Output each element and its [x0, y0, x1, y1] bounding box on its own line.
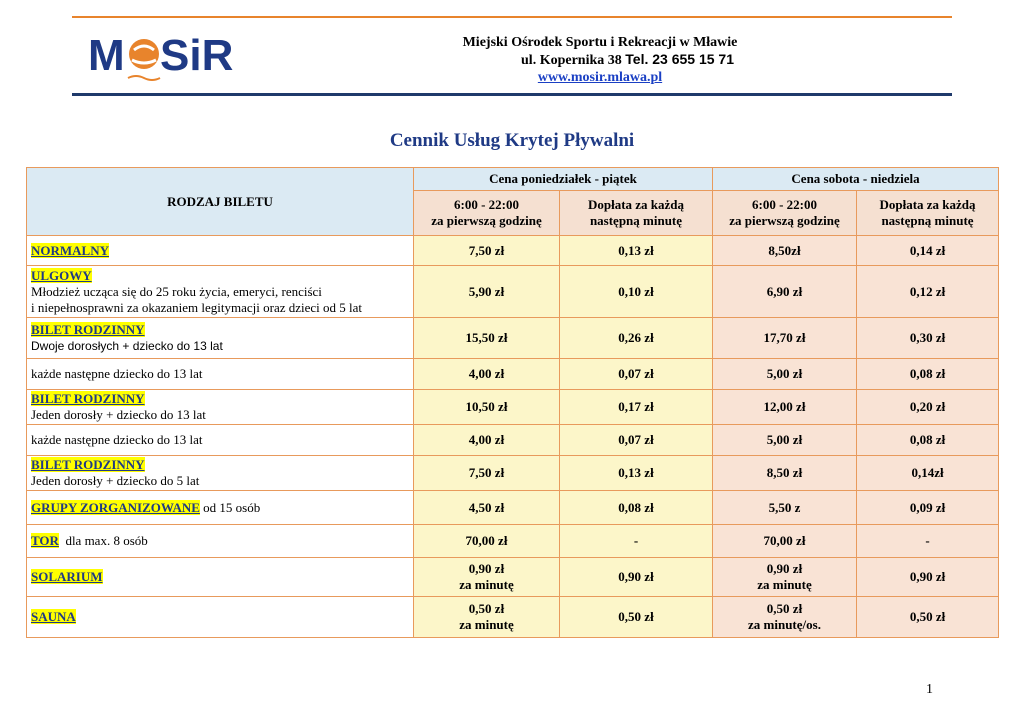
price-cell: 0,09 zł — [857, 491, 999, 525]
text-label: Dwoje dorosłych + dziecko do 13 lat — [31, 339, 223, 353]
svg-text:M: M — [88, 31, 125, 80]
table-cell — [27, 491, 414, 525]
org-street: ul. Kopernika 38 — [521, 53, 622, 68]
text-label: 0,50 zł — [468, 601, 505, 616]
text-label: za minutę — [459, 617, 514, 632]
website-link[interactable]: www.mosir.mlawa.pl — [537, 70, 663, 85]
text-label: Młodzież ucząca się do 25 roku życia, emeryci, renciści — [31, 283, 322, 299]
text-label: GRUPY ZORGANIZOWANE — [31, 499, 200, 515]
table-row — [27, 359, 999, 390]
price-cell: 70,00 zł — [713, 525, 857, 558]
price-cell: 5,00 zł — [713, 425, 857, 456]
text-label: Jeden dorosły + dziecko do 5 lat — [31, 473, 200, 488]
price-cell: 0,30 zł — [857, 318, 999, 359]
text-label: od 15 osób — [199, 499, 261, 515]
text-label: 0,90 zł — [468, 561, 505, 576]
svg-text:SiR: SiR — [160, 31, 234, 80]
header-weekday-hours — [414, 191, 560, 236]
price-cell: 15,50 zł — [414, 318, 560, 359]
table-row — [27, 597, 999, 638]
table-cell — [27, 558, 414, 597]
price-table — [26, 167, 999, 638]
price-cell: 5,00 zł — [713, 359, 857, 390]
text-label: BILET RODZINNY — [31, 457, 145, 472]
price-cell: 0,10 zł — [560, 266, 713, 318]
price-cell: 0,07 zł — [560, 425, 713, 456]
price-cell: 0,08 zł — [857, 359, 999, 390]
table-cell — [414, 597, 560, 638]
price-cell: 0,17 zł — [560, 390, 713, 425]
text-label: SAUNA — [31, 609, 76, 624]
price-cell: 6,90 zł — [713, 266, 857, 318]
price-cell: 5,90 zł — [414, 266, 560, 318]
text-label: każde następne dziecko do 13 lat — [31, 366, 203, 381]
table-cell — [414, 558, 560, 597]
price-cell: 0,90 zł — [857, 558, 999, 597]
price-cell: 0,90 zł — [560, 558, 713, 597]
header-top-rule — [72, 16, 952, 18]
header-ticket-type: RODZAJ BILETU — [27, 168, 414, 236]
table-cell — [27, 456, 414, 491]
text-label: NORMALNY — [31, 242, 109, 258]
text-label: 0,90 zł — [766, 561, 803, 576]
table-cell — [27, 318, 414, 359]
table-row — [27, 525, 999, 558]
header-weekday: Cena poniedziałek - piątek — [414, 168, 713, 191]
text-label: za pierwszą godzinę — [431, 213, 542, 228]
price-cell: 7,50 zł — [414, 236, 560, 266]
price-cell: 8,50zł — [713, 236, 857, 266]
header-weekend-extra — [857, 191, 999, 236]
price-cell: 17,70 zł — [713, 318, 857, 359]
header-weekend-hours — [713, 191, 857, 236]
text-label: 0,50 zł — [766, 601, 803, 616]
price-cell: 4,50 zł — [414, 491, 560, 525]
table-cell — [713, 597, 857, 638]
organization-header — [400, 34, 800, 86]
org-phone: Tel. 23 655 15 71 — [625, 51, 734, 67]
table-cell — [713, 558, 857, 597]
text-label: za minutę — [459, 577, 514, 592]
price-cell: 5,50 z — [713, 491, 857, 525]
text-label: Dopłata za każdą — [879, 197, 976, 212]
header-bottom-rule — [72, 93, 952, 96]
text-label: SOLARIUM — [31, 569, 103, 584]
price-cell: 70,00 zł — [414, 525, 560, 558]
text-label: ULGOWY — [31, 267, 92, 283]
table-row — [27, 236, 999, 266]
table-cell — [27, 597, 414, 638]
table-row — [27, 390, 999, 425]
table-row — [27, 266, 999, 318]
price-cell: 0,14 zł — [857, 236, 999, 266]
text-label: za minutę/os. — [748, 617, 821, 632]
text-label: i niepełnosprawni za okazaniem legitymacji oraz dzieci od 5 lat — [31, 299, 363, 315]
price-cell: 4,00 zł — [414, 425, 560, 456]
text-label: dla max. 8 osób — [58, 533, 148, 548]
page-title: Cennik Usług Krytej Pływalni — [389, 130, 635, 151]
price-cell: 0,08 zł — [560, 491, 713, 525]
page-number: 1 — [926, 682, 933, 697]
price-cell: - — [560, 525, 713, 558]
table-row — [27, 558, 999, 597]
text-label: 6:00 - 22:00 — [752, 197, 817, 212]
price-cell: 0,12 zł — [857, 266, 999, 318]
price-cell: 12,00 zł — [713, 390, 857, 425]
table-cell — [27, 236, 414, 266]
price-cell: 7,50 zł — [414, 456, 560, 491]
price-cell: 0,50 zł — [857, 597, 999, 638]
price-cell: 0,20 zł — [857, 390, 999, 425]
price-cell: - — [857, 525, 999, 558]
price-cell: 0,13 zł — [560, 236, 713, 266]
price-cell: 10,50 zł — [414, 390, 560, 425]
header-weekday-extra — [560, 191, 713, 236]
price-cell: 4,00 zł — [414, 359, 560, 390]
table-row — [27, 456, 999, 491]
mosir-logo — [88, 24, 238, 84]
price-cell: 0,14zł — [857, 456, 999, 491]
org-name: Miejski Ośrodek Sportu i Rekreacji w Mławie — [462, 35, 738, 50]
table-cell — [27, 359, 414, 390]
org-address — [400, 51, 800, 69]
text-label: każde następne dziecko do 13 lat — [31, 432, 203, 447]
table-cell — [27, 390, 414, 425]
text-label: Dopłata za każdą — [587, 197, 685, 212]
table-cell — [27, 425, 414, 456]
table-cell — [27, 525, 414, 558]
price-cell: 8,50 zł — [713, 456, 857, 491]
table-row — [27, 491, 999, 525]
text-label: za minutę — [757, 577, 812, 592]
text-label: za pierwszą godzinę — [729, 213, 840, 228]
text-label: Jeden dorosły + dziecko do 13 lat — [31, 407, 206, 422]
header-weekend: Cena sobota - niedziela — [713, 168, 999, 191]
price-cell: 0,26 zł — [560, 318, 713, 359]
table-row — [27, 425, 999, 456]
table-row — [27, 318, 999, 359]
text-label: następną minutę — [589, 213, 683, 228]
text-label: TOR — [31, 533, 59, 548]
price-cell: 0,50 zł — [560, 597, 713, 638]
table-cell — [27, 266, 414, 318]
text-label: BILET RODZINNY — [31, 322, 145, 337]
text-label: 6:00 - 22:00 — [454, 197, 519, 212]
price-cell: 0,13 zł — [560, 456, 713, 491]
text-label: BILET RODZINNY — [31, 391, 145, 406]
price-cell: 0,08 zł — [857, 425, 999, 456]
text-label: następną minutę — [881, 213, 974, 228]
price-cell: 0,07 zł — [560, 359, 713, 390]
